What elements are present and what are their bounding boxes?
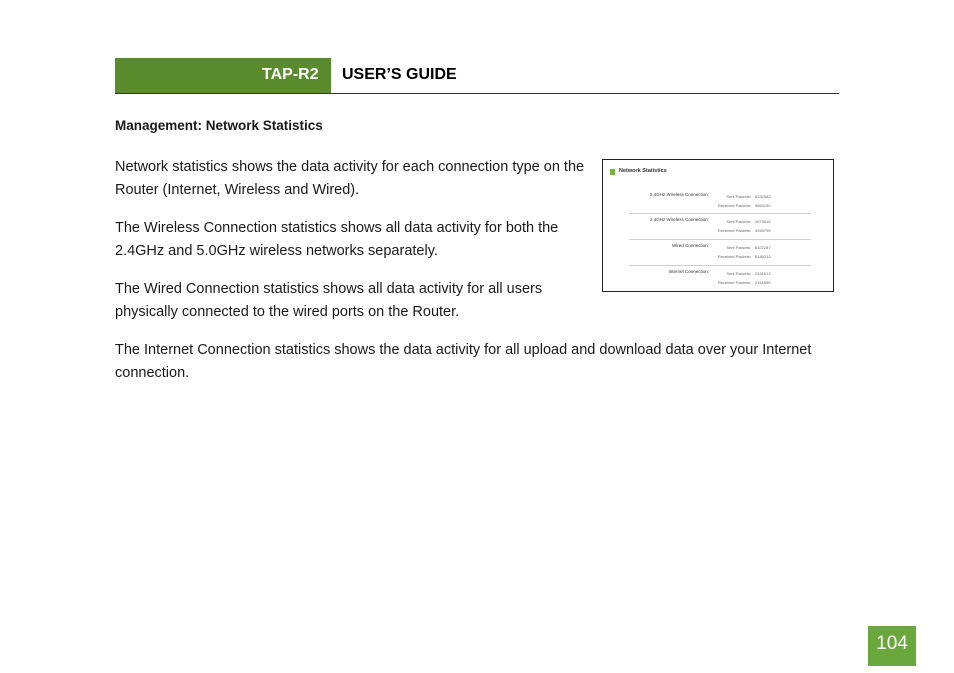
header-divider [115, 93, 839, 94]
paragraph-wired: The Wired Connection statistics shows all data activity for all users physically connected to the wired ports on the Router. [115, 281, 543, 320]
paragraph-overview: Network statistics shows the data activity for each connection type on the Router (Internet, Wireless and Wired). [115, 159, 585, 198]
stat-group-label: 2.4GHz Wireless Connection: [649, 217, 709, 222]
stat-group-label: 5.4GHz Wireless Connection: [649, 192, 709, 197]
stat-key: Sent Packets: [726, 194, 751, 199]
stat-value: 3945795 [755, 228, 771, 233]
stat-divider [629, 239, 811, 240]
stat-value: 6132582 [755, 194, 771, 199]
stat-value: 6189213 [755, 254, 771, 259]
stat-value: 2161612 [755, 271, 771, 276]
stat-key: Sent Packets: [726, 245, 751, 250]
stat-value: 6107287 [755, 245, 771, 250]
paragraph-wireless: The Wireless Connection statistics shows all data activity for both the 2.4GHz and 5.0GHz wireless networks separately. [115, 220, 559, 259]
stat-key: Received Packets: [717, 280, 751, 285]
paragraph-internet: The Internet Connection statistics shows the data activity for all upload and download data over your Internet connection. [115, 342, 812, 381]
stat-key: Received Packets: [717, 203, 751, 208]
header-model-name: TAP-R2 [262, 66, 319, 83]
stat-key: Sent Packets: [726, 219, 751, 224]
section-marker-icon [610, 169, 615, 175]
stat-value: 2161695 [755, 280, 771, 285]
stat-divider [629, 213, 811, 214]
stat-group-label: Internet Connection: [668, 269, 709, 274]
stat-value: 5864150 [755, 203, 771, 208]
figure-title: Network Statistics [619, 168, 667, 174]
network-statistics-screenshot [602, 159, 834, 292]
header-title: USER’S GUIDE [342, 66, 457, 83]
page-number: 104 [876, 633, 908, 654]
stat-group-label: Wired Connection: [671, 243, 709, 248]
stat-key: Received Packets: [717, 228, 751, 233]
stat-key: Received Packets: [717, 254, 751, 259]
stat-value: 3974616 [755, 219, 771, 224]
stat-key: Sent Packets: [726, 271, 751, 276]
section-title: Management: Network Statistics [115, 118, 323, 133]
stat-divider [629, 265, 811, 266]
